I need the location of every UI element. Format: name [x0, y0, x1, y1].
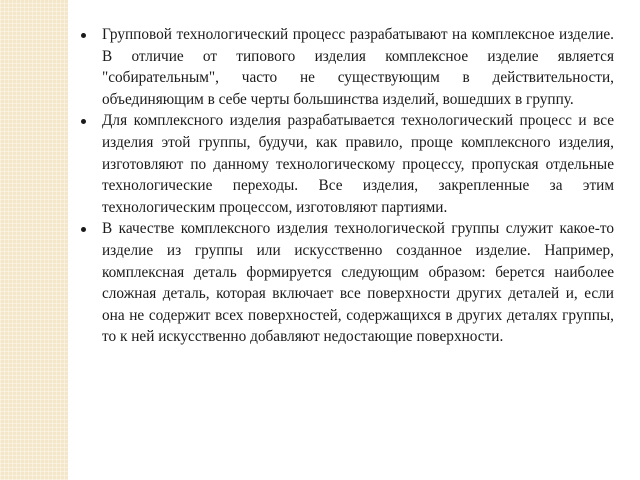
bullet-dot-icon	[81, 227, 86, 232]
bullet-text: В качестве комплексного изделия технологической группы служит какое-то изделие из группы или искусственно созданное изделие. Например, комплексная деталь формируется следующим образом: берется наиболее сложная деталь, которая включает все поверхности других деталей и, если она не содержит всех поверхностей, содержащихся в других деталях группы, то к ней искусственно добавляют недостающие поверхности.	[102, 220, 614, 346]
bullet-item	[80, 110, 614, 218]
slide-content	[80, 24, 614, 348]
bullet-dot-icon	[81, 33, 86, 38]
bullet-list	[80, 24, 614, 348]
bullet-text: Для комплексного изделия разрабатывается технологический процесс и все изделия этой группы, будучи, как правило, проще комплексного изделия, изготовляют по данному технологическому процессу, пропуская отдельные технологические переходы. Все изделия, закрепленные за этим технологическим процессом, изготовляют партиями.	[102, 112, 614, 216]
bullet-item	[80, 218, 614, 348]
bullet-dot-icon	[81, 119, 86, 124]
bullet-item	[80, 24, 614, 110]
decorative-side-strip	[0, 0, 68, 480]
bullet-text: Групповой технологический процесс разрабатывают на комплексное изделие. В отличие от типового изделия комплексное изделие является "собирательным", часто не существующим в действительности, объединяющим в себе черты большинства изделий, вошедших в группу.	[102, 26, 614, 108]
